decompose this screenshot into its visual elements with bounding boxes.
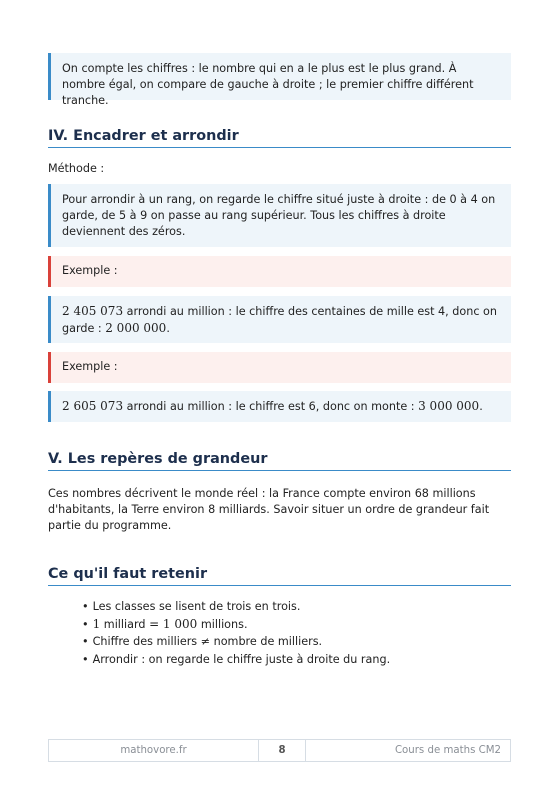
example-1-number: 2 405 073 [62,304,124,318]
list-item: • Chiffre des milliers ≠ nombre de milliers. [82,633,390,651]
page-footer [48,739,511,762]
example-label-2: Exemple : [62,360,118,373]
intro-note-text: On compte les chiffres : le nombre qui en a le plus est le plus grand. À nombre égal, on compare de gauche à droite ; le premier chiffre différent tranche. [62,62,474,107]
footer-site: mathovore.fr [49,740,259,761]
list-item: • 1 milliard = 1 000 millions. [82,616,390,634]
footer-page-number: 8 [259,740,306,761]
footer-course: Cours de maths CM2 [394,745,501,756]
retenir-list [82,598,390,668]
example-box-2 [48,391,511,422]
method-text: Pour arrondir à un rang, on regarde le chiffre situé juste à droite : de 0 à 4 on garde, de 5 à 9 on passe au rang supérieur. Tous les chiffres à droite deviennent des zéros. [62,193,496,238]
example-label-1: Exemple : [62,264,118,277]
example-label-box-2 [48,352,511,383]
method-box [48,184,511,247]
retenir-title: Ce qu'il faut retenir [48,566,511,586]
example-2-result: 3 000 000 [418,399,480,413]
list-item: • Les classes se lisent de trois en trois. [82,598,390,616]
example-label-box-1 [48,256,511,287]
example-1-result: 2 000 000 [105,321,167,335]
example-2-number: 2 605 073 [62,399,124,413]
example-1-text: arrondi au million : le chiffre des centaines de mille est 4, donc on garde : [62,305,497,335]
method-label: Méthode : [48,162,105,175]
section-5-paragraph: Ces nombres décrivent le monde réel : la France compte environ 68 millions d'habitants, la Terre environ 8 milliards. Savoir situer un ordre de grandeur fait partie du programme. [48,487,490,532]
list-item: • Arrondir : on regarde le chiffre juste à droite du rang. [82,651,390,669]
example-2-text: arrondi au million : le chiffre est 6, donc on monte : [123,400,419,413]
example-2-end: . [479,400,483,413]
example-1-end: . [166,322,170,335]
section-4-title: IV. Encadrer et arrondir [48,128,511,148]
section-5-title: V. Les repères de grandeur [48,451,511,471]
intro-note-box [48,53,511,107]
example-box-1 [48,296,511,343]
